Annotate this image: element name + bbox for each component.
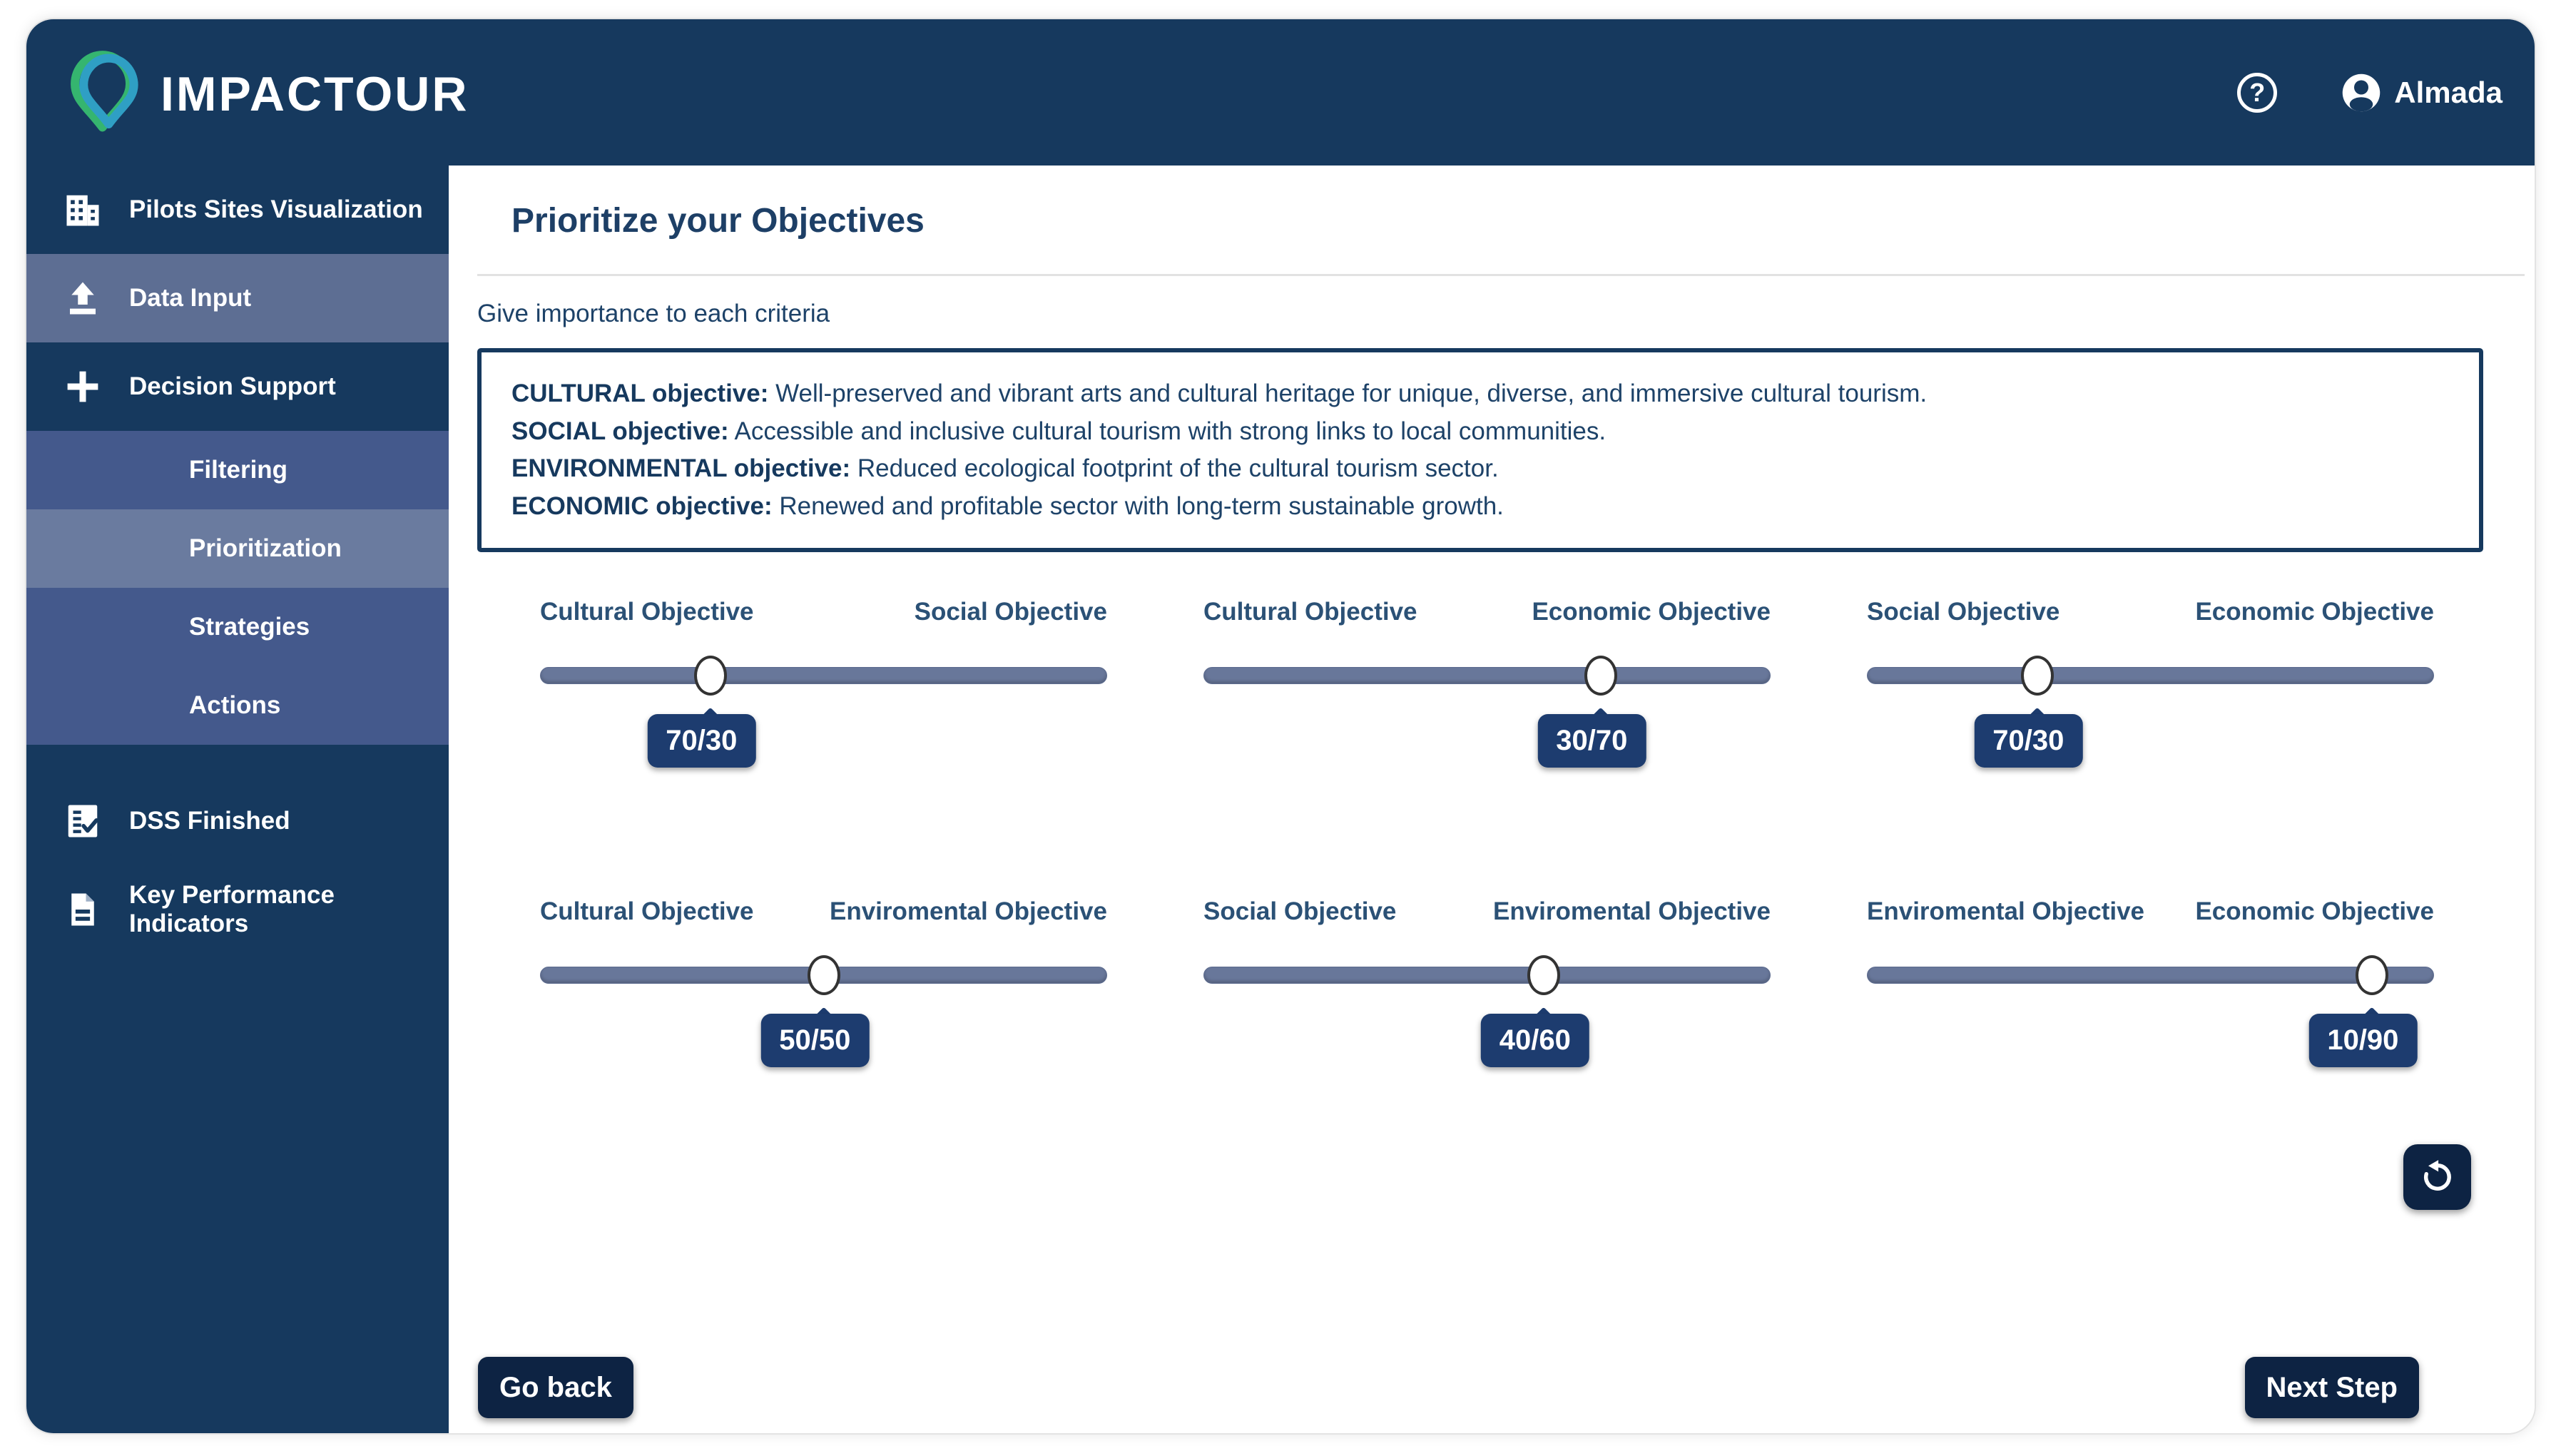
sidebar-item-data-input[interactable] [26, 254, 449, 342]
slider-right-label: Enviromental Objective [1492, 897, 1771, 925]
slider-left-label: Cultural Objective [1203, 598, 1417, 626]
go-back-button[interactable]: Go back [478, 1357, 633, 1418]
sidebar-item-decision-support[interactable] [26, 342, 449, 431]
slider-track[interactable] [1203, 967, 1771, 1056]
slider-value-badge [1974, 714, 2082, 768]
objective-label: ECONOMIC objective: [511, 492, 773, 520]
slider-track[interactable] [1867, 667, 2434, 756]
slider-track[interactable] [1203, 667, 1771, 756]
sidebar-item-label: DSS Finished [129, 807, 290, 835]
app-window [25, 18, 2536, 1435]
slider-handle[interactable] [1584, 656, 1617, 696]
slider-cultural-vs-social [540, 597, 1107, 756]
objective-line-environmental [511, 450, 2449, 488]
slider-value: 70/30 [1974, 714, 2082, 768]
slider-cultural-vs-economic [1203, 597, 1771, 756]
slider-environmental-vs-economic [1867, 897, 2434, 1056]
slider-value-badge [1537, 714, 1646, 768]
objective-text: Well-preserved and vibrant arts and cultural heritage for unique, diverse, and immersive cultural tourism. [768, 380, 1928, 407]
sidebar-item-label: Key Performance Indicators [129, 881, 335, 937]
slider-rail [1203, 967, 1771, 984]
slider-rail [540, 667, 1107, 684]
sidebar-item-label: Filtering [189, 456, 288, 484]
reset-sliders-button[interactable] [2403, 1144, 2471, 1210]
sidebar-spacer [26, 745, 449, 777]
slider-value: 50/50 [760, 1014, 869, 1067]
sidebar-item-label: Decision Support [129, 372, 336, 400]
slider-labels [1867, 597, 2434, 627]
building-icon [63, 190, 102, 229]
slider-rail [1867, 967, 2434, 984]
slider-value-badge [1481, 1014, 1589, 1067]
objective-label: CULTURAL objective: [511, 380, 769, 407]
main-content [449, 166, 2535, 1433]
title-divider [477, 274, 2525, 276]
slider-right-label: Economic Objective [2195, 598, 2434, 626]
slider-handle[interactable] [2356, 955, 2388, 995]
brand-name: IMPACTOUR [161, 66, 469, 121]
sidebar-item-dss-finished[interactable] [26, 777, 449, 865]
objective-line-social [511, 413, 2449, 451]
slider-cultural-vs-environmental [540, 897, 1107, 1056]
slider-value: 10/90 [2308, 1014, 2417, 1067]
slider-handle[interactable] [694, 656, 727, 696]
slider-left-label: Social Objective [1867, 598, 2060, 626]
page-subtitle: Give importance to each criteria [477, 300, 830, 327]
impactour-pin-icon [62, 46, 149, 140]
slider-track[interactable] [540, 967, 1107, 1056]
slider-labels [1203, 897, 1771, 927]
user-avatar-icon [2340, 71, 2383, 114]
header-actions [2237, 71, 2502, 114]
slider-rail [1867, 667, 2434, 684]
slider-social-vs-environmental [1203, 897, 1771, 1056]
objective-text: Accessible and inclusive cultural tourism with strong links to local communities. [728, 417, 1607, 445]
slider-value: 70/30 [647, 714, 755, 768]
objective-label: SOCIAL objective: [511, 417, 729, 445]
sidebar-item-strategies[interactable] [26, 588, 449, 666]
slider-value: 30/70 [1537, 714, 1646, 768]
app-header [26, 19, 2535, 166]
objective-label: ENVIRONMENTAL objective: [511, 454, 851, 482]
upload-icon [63, 279, 102, 317]
slider-labels [540, 897, 1107, 927]
slider-left-label: Cultural Objective [540, 897, 754, 925]
slider-left-label: Cultural Objective [540, 598, 754, 626]
slider-track[interactable] [1867, 967, 2434, 1056]
sidebar-item-label: Data Input [129, 284, 252, 312]
slider-left-label: Social Objective [1203, 897, 1397, 925]
brand-logo [62, 46, 469, 140]
slider-labels [1203, 597, 1771, 627]
user-menu[interactable] [2340, 71, 2502, 114]
slider-right-label: Economic Objective [2195, 897, 2434, 925]
sidebar-item-label: Prioritization [189, 534, 342, 562]
sidebar-item-actions[interactable] [26, 666, 449, 745]
sidebar-item-label: Strategies [189, 613, 310, 641]
sidebar-item-prioritization[interactable] [26, 509, 449, 588]
slider-labels [1867, 897, 2434, 927]
page-title: Prioritize your Objectives [511, 202, 925, 240]
slider-left-label: Enviromental Objective [1867, 897, 2145, 925]
objective-line-economic [511, 488, 2449, 526]
slider-handle[interactable] [1527, 955, 1560, 995]
objective-text: Renewed and profitable sector with long-term sustainable growth. [772, 492, 1504, 520]
sidebar-item-label: Actions [189, 691, 281, 719]
next-step-button[interactable]: Next Step [2245, 1357, 2420, 1418]
slider-rail [1203, 667, 1771, 684]
help-icon[interactable] [2237, 73, 2277, 113]
slider-track[interactable] [540, 667, 1107, 756]
slider-value-badge [647, 714, 755, 768]
slider-handle[interactable] [808, 955, 840, 995]
help-glyph: ? [2249, 77, 2266, 107]
slider-value: 40/60 [1481, 1014, 1589, 1067]
slider-social-vs-economic [1867, 597, 2434, 756]
slider-value-badge [760, 1014, 869, 1067]
user-name: Almada [2394, 75, 2502, 109]
file-icon [63, 890, 102, 929]
objective-text: Reduced ecological footprint of the cultural tourism sector. [850, 454, 1499, 482]
sidebar-item-filtering[interactable] [26, 431, 449, 509]
slider-value-badge [2308, 1014, 2417, 1067]
slider-right-label: Enviromental Objective [829, 897, 1107, 925]
checklist-icon [63, 802, 102, 840]
slider-right-label: Social Objective [914, 598, 1107, 626]
sidebar-item-pilots-sites[interactable] [26, 166, 449, 254]
objective-line-cultural [511, 375, 2449, 413]
plus-icon [63, 367, 102, 406]
slider-handle[interactable] [2021, 656, 2054, 696]
reset-icon [2419, 1159, 2456, 1196]
sidebar-item-label: Pilots Sites Visualization [129, 195, 423, 223]
priority-sliders-grid [540, 597, 2434, 1056]
slider-labels [540, 597, 1107, 627]
slider-right-label: Economic Objective [1532, 598, 1771, 626]
sidebar-nav [26, 166, 449, 1433]
objectives-description-box [477, 348, 2483, 552]
sidebar-item-kpi[interactable] [26, 865, 449, 954]
